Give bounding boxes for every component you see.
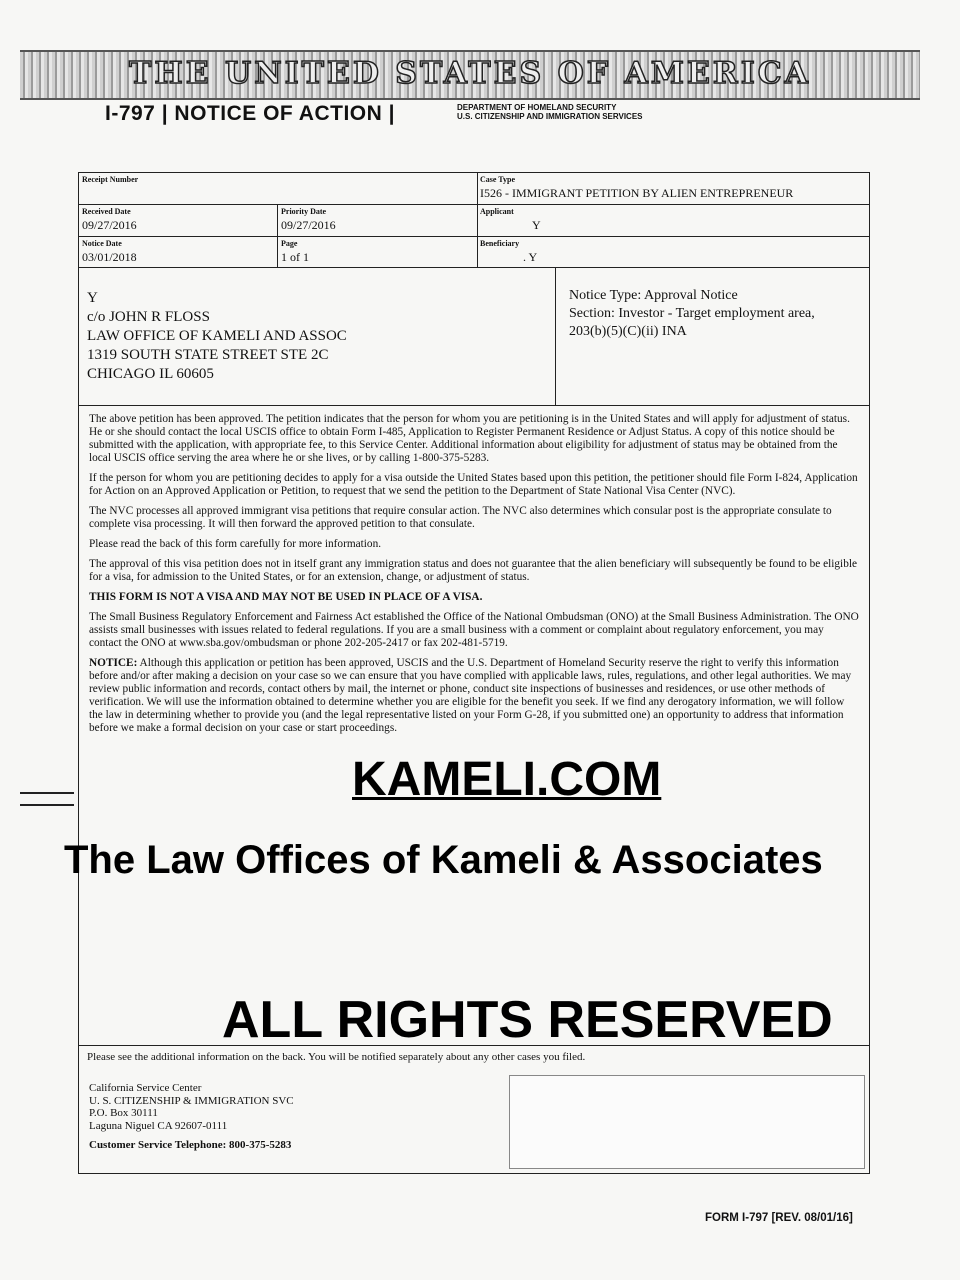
body-paragraph: The approval of this visa petition does not in itself grant any immigration status and does not guarantee that the alien beneficiary will subsequently be found to be eligible for a visa, for admission to the United States, or for an extension, change, or adjustment of status. — [89, 558, 857, 583]
received-date-cell — [79, 205, 277, 236]
banner-title: THE UNITED STATES OF AMERICA — [129, 56, 811, 91]
case-type-label: Case Type — [480, 175, 516, 184]
form-header — [105, 102, 725, 132]
priority-date-cell — [278, 205, 477, 236]
footer-note: Please see the additional information on the back. You will be notified separately about any other cases you filed. — [87, 1051, 586, 1063]
service-center-line: California Service Center — [89, 1082, 202, 1094]
notice-type-block — [569, 287, 815, 341]
address-line: CHICAGO IL 60605 — [87, 366, 214, 382]
notice-date: 03/01/2018 — [82, 250, 137, 264]
dept-line-2: U.S. CITIZENSHIP AND IMMIGRATION SERVICES — [457, 112, 643, 121]
case-type: I526 - IMMIGRANT PETITION BY ALIEN ENTREPRENEUR — [480, 186, 794, 200]
received-date: 09/27/2016 — [82, 218, 137, 232]
notice-paragraph — [89, 657, 859, 735]
receipt-number-label: Receipt Number — [82, 175, 139, 184]
body-paragraph: The NVC processes all approved immigrant visa petitions that require consular action. The NVC also determines which consular post is the appropriate consulate to complete visa processing. It will then forward the approved petition to that consulate. — [89, 505, 832, 530]
address-line: Y — [87, 290, 98, 306]
body-paragraph: The Small Business Regulatory Enforcement and Fairness Act established the Office of the National Ombudsman (ONO) at the Small Business Administration. The ONO assists small businesses with issues related to federal regulations. If you are a small business with a comment or complaint about regulatory enforcement, you may contact the ONO at www.sba.gov/ombudsman or phone 202-205-2417 or fax 202-481-5719. — [89, 611, 859, 649]
applicant-label: Applicant — [480, 207, 514, 216]
service-center-line: P.O. Box 30111 — [89, 1107, 158, 1119]
applicant-name: Y — [532, 218, 541, 232]
receipt-number-cell — [79, 173, 477, 204]
case-type-cell — [477, 173, 869, 204]
department-name — [457, 103, 643, 121]
us-banner — [20, 50, 920, 100]
form-revision: FORM I-797 [REV. 08/01/16] — [705, 1212, 853, 1224]
service-center-line: Laguna Niguel CA 92607-0111 — [89, 1119, 228, 1132]
margin-mark — [20, 792, 74, 806]
service-center-line: U. S. CITIZENSHIP & IMMIGRATION SVC — [89, 1094, 294, 1107]
notice-section-code: 203(b)(5)(C)(ii) INA — [569, 324, 687, 339]
divider — [79, 267, 869, 268]
notice-body — [89, 413, 859, 742]
notice-date-cell — [79, 237, 277, 267]
notice-text: Although this application or petition has been approved, USCIS and the U.S. Department of Homeland Security reserve the right to verify this information before and/or after making a decision on your case so we can ensure that you have complied with applicable laws, rules, regulations, and other legal authorities. We may review public information and records, contact others by mail, the internet or phone, conduct site inspections of businesses and residences, or use other methods of verification. We will use the information obtained to determine whether you are eligible for the benefit you seek. If we find any derogatory information, we will follow the law in determining whether to provide you (and the legal representative listed on your Form G-28, if you submitted one) an opportunity to address that information before we make a formal decision on your case or start proceedings. — [89, 657, 852, 734]
divider — [79, 405, 869, 406]
mailing-address — [87, 289, 347, 384]
priority-date-label: Priority Date — [281, 207, 327, 216]
notice-date-label: Notice Date — [82, 239, 122, 248]
applicant-cell — [477, 205, 869, 236]
notice-label: NOTICE: — [89, 657, 138, 669]
page-label: Page — [281, 239, 298, 248]
priority-date: 09/27/2016 — [281, 218, 336, 232]
address-line: c/o JOHN R FLOSS — [87, 309, 210, 325]
beneficiary-label: Beneficiary — [480, 239, 520, 248]
body-paragraph: The above petition has been approved. The petition indicates that the person for whom you are petitioning is in the United States and will apply for adjustment of status. He or she should contact the local USCIS office to obtain Form I-485, Application to Register Permanent Residence or Adjust Status. A copy of this notice should be submitted with the application, with appropriate fee, to this Service Center. Additional information about eligibility for adjustment of status may be obtained from the local USCIS office serving the area where he or she lives, or by calling 1-800-375-5283. — [89, 413, 850, 464]
dept-line-1: DEPARTMENT OF HOMELAND SECURITY — [457, 103, 617, 112]
watermark-rights: ALL RIGHTS RESERVED — [222, 991, 833, 1049]
page-cell — [278, 237, 477, 267]
address-line: 1319 SOUTH STATE STREET STE 2C — [87, 347, 329, 363]
divider — [555, 267, 556, 405]
beneficiary-name: . Y — [523, 250, 538, 264]
address-line: LAW OFFICE OF KAMELI AND ASSOC — [87, 328, 347, 344]
notice-type: Notice Type: Approval Notice — [569, 288, 738, 303]
service-center-address — [89, 1082, 294, 1152]
notice-section: Section: Investor - Target employment area, — [569, 306, 815, 321]
received-date-label: Received Date — [82, 207, 131, 216]
visa-warning: THIS FORM IS NOT A VISA AND MAY NOT BE USED IN PLACE OF A VISA. — [89, 591, 483, 603]
body-paragraph: Please read the back of this form carefully for more information. — [89, 538, 382, 550]
watermark-firm: The Law Offices of Kameli & Associates — [64, 838, 823, 882]
barcode-area — [509, 1075, 865, 1169]
form-title: I-797 | NOTICE OF ACTION | — [105, 102, 395, 125]
customer-service-phone: Customer Service Telephone: 800-375-5283 — [89, 1139, 292, 1151]
watermark-site: KAMELI.COM — [352, 753, 662, 806]
page-number: 1 of 1 — [281, 250, 309, 264]
beneficiary-cell — [477, 237, 869, 267]
body-paragraph: If the person for whom you are petitioning decides to apply for a visa outside the United States based upon this petition, the petitioner should file Form I-824, Application for Action on an Approved Application or Petition, to request that we send the petition to the Department of State National Visa Center (NVC). — [89, 472, 858, 497]
